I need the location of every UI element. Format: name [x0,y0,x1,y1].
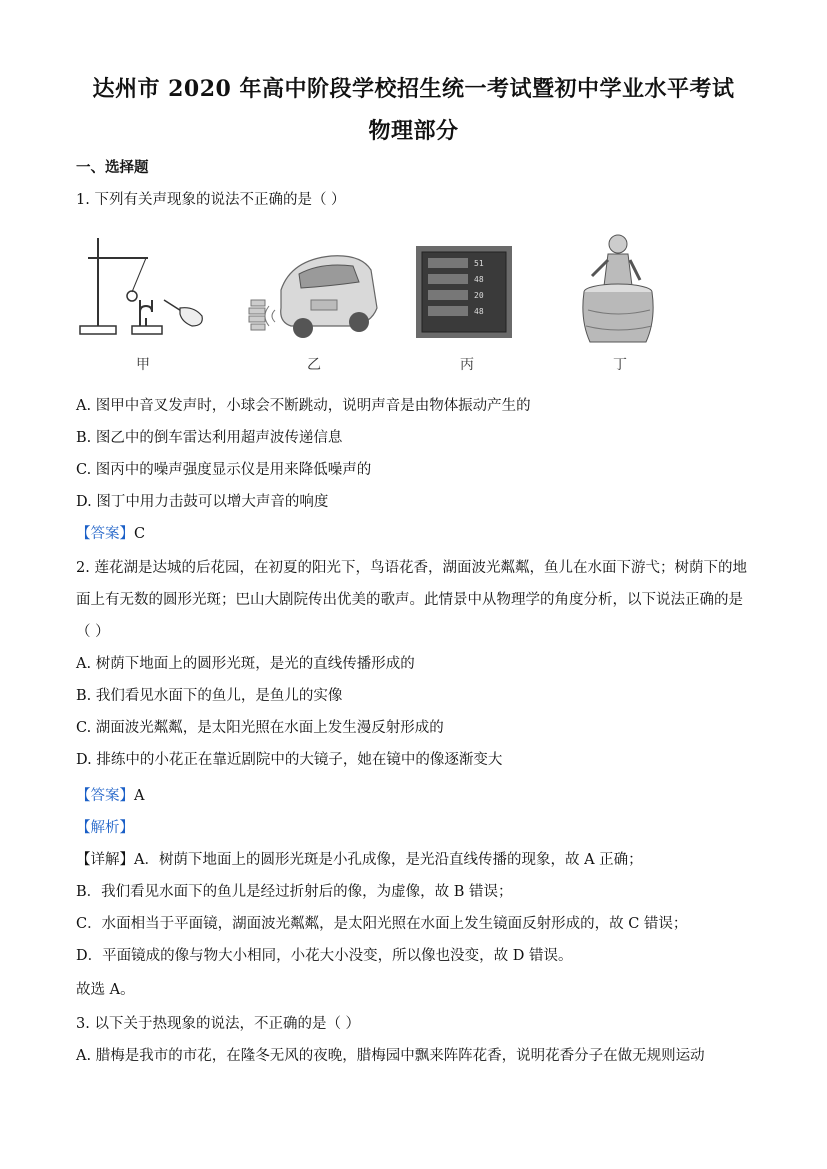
q2-answer [76,786,756,806]
answer-label: 【答案】 [76,526,134,542]
section-heading: 一、选择题 [76,159,149,176]
q2-stem-line-2: 面上有无数的圆形光斑；巴山大剧院传出优美的歌声。此情景中从物理学的角度分析，以下说法正确的是 [76,592,743,608]
q1-option-c: C. 图丙中的噪声强度显示仪是用来降低噪声的 [76,462,372,478]
display-value-2: 48 [474,275,484,284]
figure-label-bing: 丙 [460,357,474,373]
q3-stem: 3. 以下关于热现象的说法，不正确的是（ ） [76,1016,361,1032]
answer-value: A [134,788,145,804]
q3-option-a: A. 腊梅是我市的市花，在隆冬无风的夜晚，腊梅园中飘来阵阵花香，说明花香分子在做无规则运动 [76,1048,705,1064]
answer-label: 【答案】 [76,788,134,804]
q2-analysis-line-5: 故选 A。 [76,982,135,998]
q2-stem-line-1: 2. 莲花湖是达城的后花园，在初夏的阳光下，鸟语花香，湖面波光粼粼，鱼儿在水面下游弋；树荫下的地 [76,560,747,576]
q2-option-c: C. 湖面波光粼粼，是太阳光照在水面上发生漫反射形成的 [76,720,444,736]
figure-label-ding: 丁 [613,357,627,373]
answer-value: C [134,526,146,542]
q1-option-b: B. 图乙中的倒车雷达利用超声波传递信息 [76,430,343,446]
q2-analysis-line-3: C．水面相当于平面镜，湖面波光粼粼，是太阳光照在水面上发生镜面反射形成的，故 C 错误； [76,916,688,932]
noise-display-figure [414,230,514,350]
q2-analysis-line-1: 【详解】A．树荫下地面上的圆形光斑是小孔成像，是光沿直线传播的现象，故 A 正确； [76,852,643,868]
tuning-fork-figure [76,230,216,350]
q1-option-a: A. 图甲中音叉发声时，小球会不断跳动，说明声音是由物体振动产生的 [76,398,531,414]
drum-figure [574,230,664,350]
q2-stem-line-3: （ ） [76,624,110,640]
q2-option-b: B. 我们看见水面下的鱼儿，是鱼儿的实像 [76,688,343,704]
display-value-3: 20 [474,291,484,300]
figure-label-yi: 乙 [307,357,321,373]
exam-title: 达州市 2020 年高中阶段学校招生统一考试暨初中学业水平考试 [92,76,735,102]
q1-option-d: D. 图丁中用力击鼓可以增大声音的响度 [76,494,329,510]
q1-stem: 1. 下列有关声现象的说法不正确的是（ ） [76,192,346,208]
display-value-1: 51 [474,259,484,268]
q2-option-a: A. 树荫下地面上的圆形光斑，是光的直线传播形成的 [76,656,415,672]
q1-answer [76,524,756,544]
q2-analysis-label: 【解析】 [76,820,134,836]
q2-option-d: D. 排练中的小花正在靠近剧院中的大镜子，她在镜中的像逐渐变大 [76,752,503,768]
q1-figures [76,230,676,373]
q2-analysis-line-4: D．平面镜成的像与物大小相同，小花大小没变，所以像也没变，故 D 错误。 [76,948,573,964]
q2-analysis-line-2: B．我们看见水面下的鱼儿是经过折射后的像，为虚像，故 B 错误； [76,884,513,900]
exam-subtitle: 物理部分 [368,118,459,144]
display-value-4: 48 [474,307,484,316]
car-radar-figure [241,230,391,350]
figure-label-jia: 甲 [136,357,150,373]
